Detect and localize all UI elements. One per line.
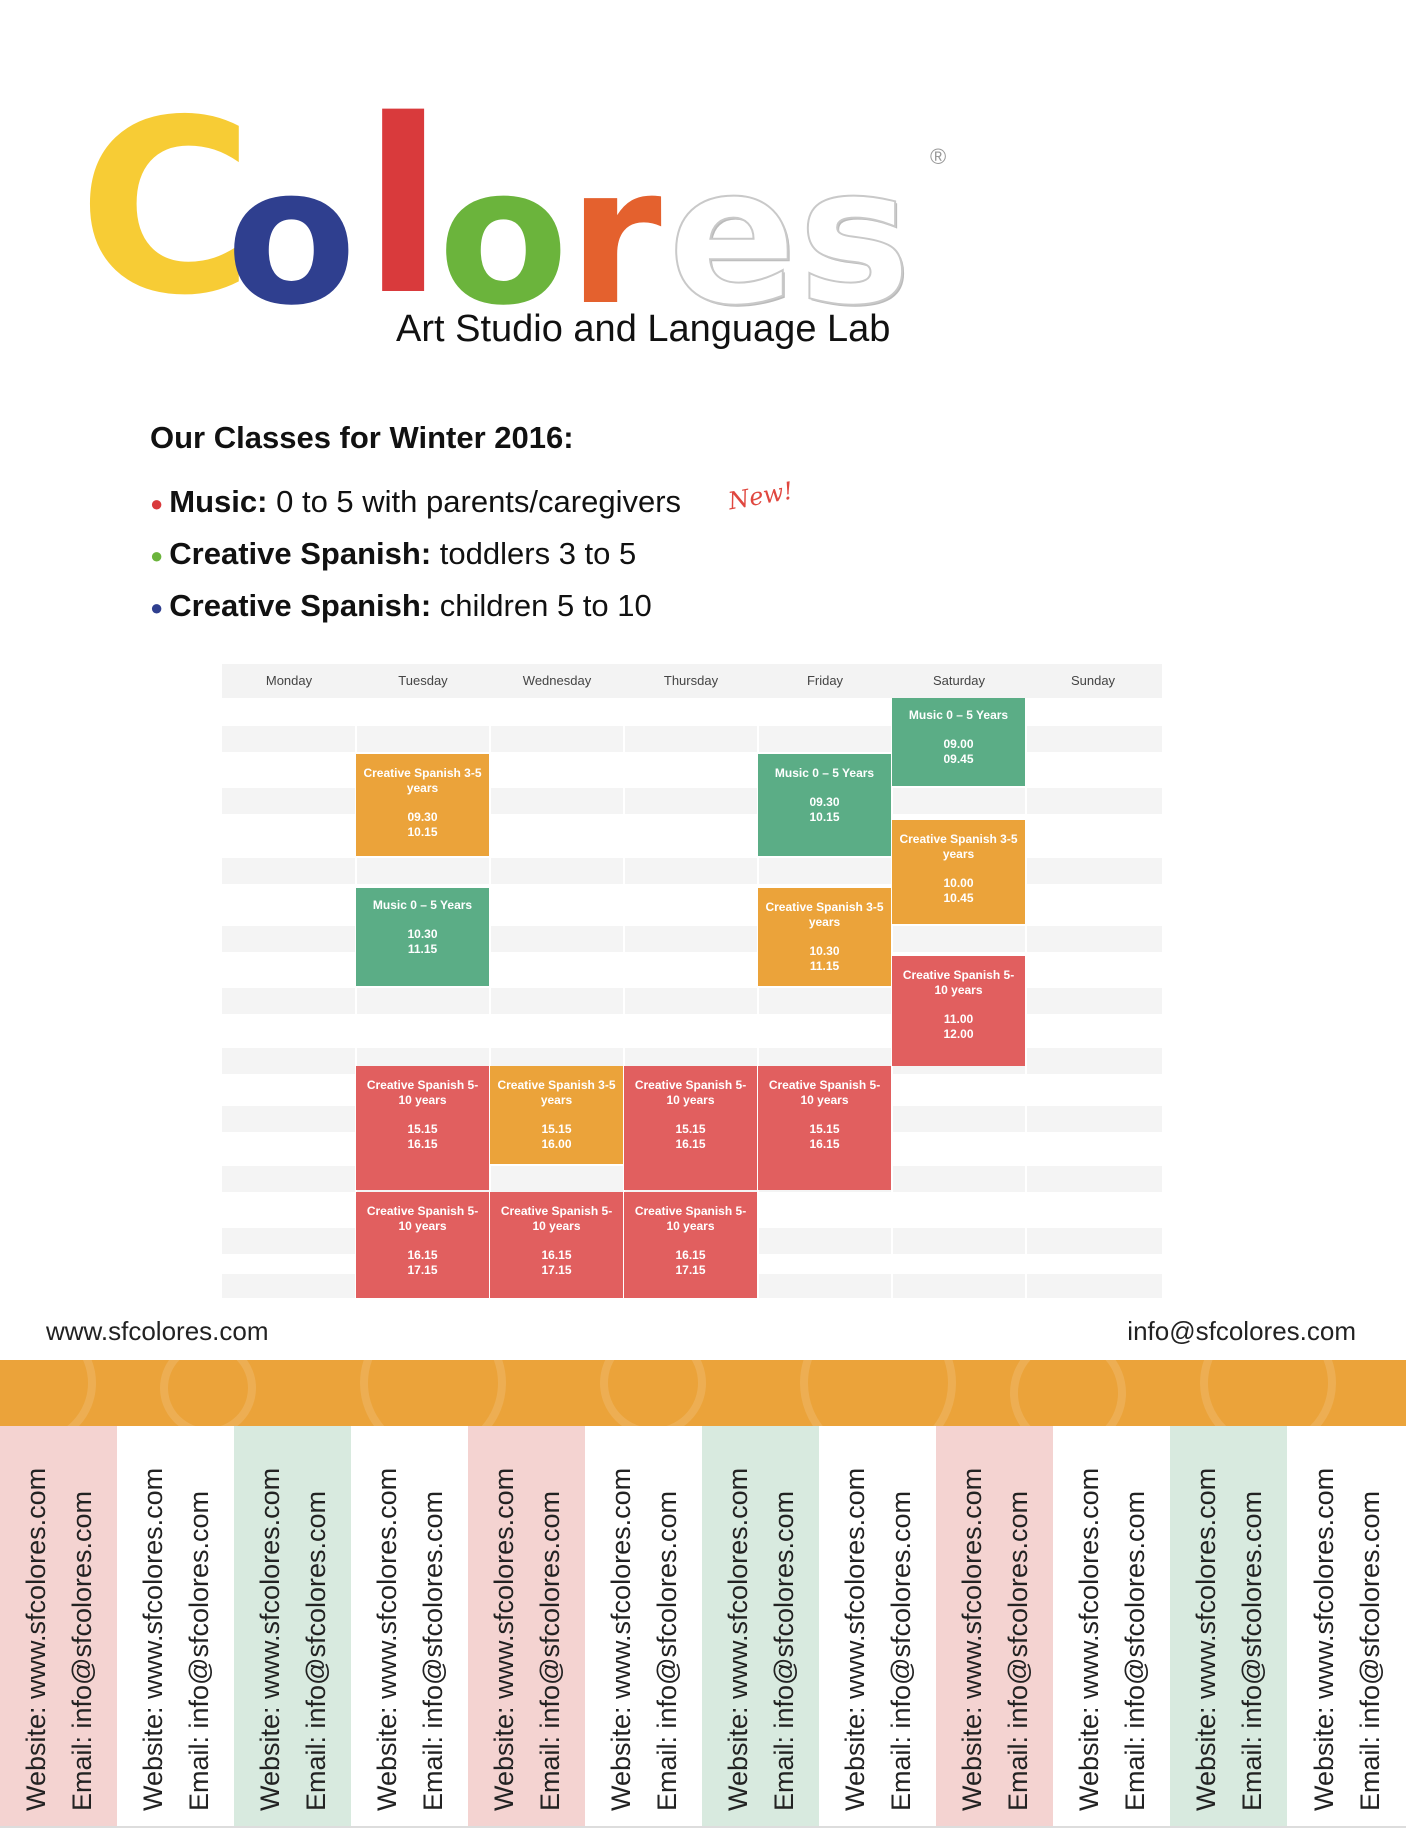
event-end-time: 17.15 — [541, 1263, 572, 1277]
class-event[interactable] — [356, 1066, 489, 1190]
strip-website: Website: www.sfcolores.com — [372, 1467, 402, 1811]
event-start-time: 15.15 — [675, 1122, 706, 1136]
logo-letter: C — [78, 68, 255, 348]
tear-off-strip[interactable] — [585, 1426, 703, 1828]
event-start-time: 10.30 — [809, 944, 840, 958]
tear-off-strip[interactable] — [936, 1426, 1054, 1828]
day-header-monday: Monday — [265, 673, 313, 688]
event-start-time: 16.15 — [407, 1248, 438, 1262]
bullet-icon: ● — [150, 490, 164, 516]
class-name: Creative Spanish: — [169, 536, 432, 571]
tear-off-strip[interactable] — [1053, 1426, 1171, 1828]
day-header-wednesday: Wednesday — [522, 673, 592, 688]
event-title: Creative Spanish 5-10 years — [634, 1078, 747, 1107]
event-title: Creative Spanish 5-10 years — [366, 1204, 479, 1233]
strip-email: Email: info@sfcolores.com — [652, 1490, 682, 1811]
logo-letter: r — [568, 126, 662, 347]
strip-website: Website: www.sfcolores.com — [606, 1467, 636, 1811]
strip-email: Email: info@sfcolores.com — [184, 1490, 214, 1811]
tear-off-strip[interactable] — [1170, 1426, 1288, 1828]
class-event[interactable] — [758, 754, 891, 856]
event-end-time: 12.00 — [943, 1027, 974, 1041]
event-start-time: 15.15 — [541, 1122, 572, 1136]
class-item-spanish-children — [150, 588, 652, 624]
strip-email: Email: info@sfcolores.com — [301, 1490, 331, 1811]
event-title: Creative Spanish 3-5 years — [363, 766, 482, 795]
event-title: Creative Spanish 3-5 years — [497, 1078, 616, 1107]
class-event[interactable] — [758, 1066, 891, 1190]
event-title: Creative Spanish 5-10 years — [902, 968, 1015, 997]
event-start-time: 15.15 — [407, 1122, 438, 1136]
class-event[interactable] — [356, 754, 489, 856]
strip-website: Website: www.sfcolores.com — [489, 1467, 519, 1811]
flower-pattern — [160, 1360, 256, 1426]
weekly-schedule — [222, 664, 1162, 1298]
logo-letter: s — [798, 126, 912, 347]
strip-email: Email: info@sfcolores.com — [886, 1490, 916, 1811]
event-start-time: 10.30 — [407, 927, 438, 941]
strip-website: Website: www.sfcolores.com — [840, 1467, 870, 1811]
event-end-time: 10.45 — [943, 891, 974, 905]
strip-website: Website: www.sfcolores.com — [957, 1467, 987, 1811]
day-header-friday: Friday — [806, 673, 844, 688]
tear-off-strip[interactable] — [234, 1426, 352, 1828]
class-event[interactable] — [490, 1066, 623, 1164]
event-end-time: 10.15 — [809, 810, 840, 824]
day-header-saturday: Saturday — [932, 673, 986, 688]
event-title: Creative Spanish 5-10 years — [500, 1204, 613, 1233]
event-start-time: 11.00 — [943, 1012, 974, 1026]
flower-pattern — [0, 1360, 96, 1426]
strip-email: Email: info@sfcolores.com — [769, 1490, 799, 1811]
event-start-time: 16.15 — [541, 1248, 572, 1262]
strip-email: Email: info@sfcolores.com — [535, 1490, 565, 1811]
strip-website: Website: www.sfcolores.com — [21, 1467, 51, 1811]
tear-off-strip[interactable] — [468, 1426, 586, 1828]
tear-off-strips — [0, 1426, 1406, 1828]
flower-pattern — [1010, 1360, 1126, 1426]
event-end-time: 10.15 — [407, 825, 438, 839]
footer-email-link[interactable]: info@sfcolores.com — [1127, 1316, 1356, 1346]
strip-email: Email: info@sfcolores.com — [418, 1490, 448, 1811]
logo-letter: e — [668, 126, 797, 347]
event-start-time: 16.15 — [675, 1248, 706, 1262]
event-start-time: 15.15 — [809, 1122, 840, 1136]
event-title: Music 0 – 5 Years — [372, 898, 473, 912]
event-end-time: 17.15 — [407, 1263, 438, 1277]
tear-off-strip[interactable] — [117, 1426, 235, 1828]
class-event[interactable] — [758, 888, 891, 986]
event-title: Music 0 – 5 Years — [908, 708, 1009, 722]
new-note: New! — [726, 476, 796, 516]
event-start-time: 09.00 — [943, 737, 974, 751]
logo-letter: o — [438, 126, 569, 347]
class-name: Creative Spanish: — [169, 588, 432, 623]
flower-pattern — [1200, 1360, 1336, 1426]
event-end-time: 11.15 — [407, 942, 438, 956]
event-end-time: 09.45 — [943, 752, 974, 766]
strip-website: Website: www.sfcolores.com — [1191, 1467, 1221, 1811]
class-event[interactable] — [624, 1192, 757, 1298]
strip-website: Website: www.sfcolores.com — [255, 1467, 285, 1811]
decorative-banner — [0, 1360, 1406, 1426]
flower-pattern — [600, 1360, 706, 1426]
event-title: Creative Spanish 3-5 years — [899, 832, 1018, 861]
class-event[interactable] — [356, 888, 489, 986]
bullet-icon: ● — [150, 542, 164, 568]
event-title: Creative Spanish 3-5 years — [765, 900, 884, 929]
class-event[interactable] — [892, 956, 1025, 1066]
class-item-spanish-toddlers — [150, 536, 636, 572]
tear-off-strip[interactable] — [702, 1426, 820, 1828]
strip-website: Website: www.sfcolores.com — [138, 1467, 168, 1811]
tear-off-strip[interactable] — [1287, 1426, 1406, 1828]
class-desc: 0 to 5 with parents/caregivers — [276, 484, 682, 519]
column-divider — [1025, 698, 1027, 1298]
strip-website: Website: www.sfcolores.com — [1074, 1467, 1104, 1811]
class-event[interactable] — [892, 820, 1025, 924]
event-start-time: 10.00 — [943, 876, 974, 890]
class-item-music — [150, 484, 681, 520]
class-desc: toddlers 3 to 5 — [439, 536, 637, 571]
tear-off-strip[interactable] — [0, 1426, 118, 1828]
strip-email: Email: info@sfcolores.com — [1354, 1490, 1385, 1811]
strip-email: Email: info@sfcolores.com — [1003, 1490, 1033, 1811]
day-header-tuesday: Tuesday — [398, 673, 448, 688]
event-title: Creative Spanish 5-10 years — [634, 1204, 747, 1233]
day-header-thursday: Thursday — [663, 673, 719, 688]
event-end-time: 16.15 — [809, 1137, 840, 1151]
class-event[interactable] — [356, 1192, 489, 1298]
logo-letter: o — [226, 126, 357, 347]
strip-email: Email: info@sfcolores.com — [67, 1490, 97, 1811]
class-desc: children 5 to 10 — [439, 588, 652, 623]
flower-pattern — [360, 1360, 506, 1426]
class-event[interactable] — [892, 698, 1025, 786]
bullet-icon: ● — [150, 594, 164, 620]
class-event[interactable] — [490, 1192, 623, 1298]
strip-email: Email: info@sfcolores.com — [1237, 1490, 1267, 1811]
event-end-time: 16.00 — [541, 1137, 572, 1151]
class-event[interactable] — [624, 1066, 757, 1190]
strip-email: Email: info@sfcolores.com — [1120, 1490, 1150, 1811]
tear-off-strip[interactable] — [819, 1426, 937, 1828]
event-end-time: 11.15 — [809, 959, 840, 973]
tear-off-strip[interactable] — [351, 1426, 469, 1828]
footer-website-link[interactable]: www.sfcolores.com — [46, 1316, 269, 1346]
event-start-time: 09.30 — [407, 810, 438, 824]
event-title: Music 0 – 5 Years — [774, 766, 875, 780]
event-start-time: 09.30 — [809, 795, 840, 809]
day-header-sunday: Sunday — [1070, 673, 1116, 688]
registered-mark: ® — [930, 144, 947, 169]
class-name: Music: — [169, 484, 268, 519]
event-title: Creative Spanish 5-10 years — [768, 1078, 881, 1107]
strip-website: Website: www.sfcolores.com — [723, 1467, 753, 1811]
event-end-time: 16.15 — [407, 1137, 438, 1151]
strip-website: Website: www.sfcolores.com — [1308, 1467, 1339, 1811]
classes-title: Our Classes for Winter 2016: — [150, 420, 574, 455]
event-end-time: 17.15 — [675, 1263, 706, 1277]
event-title: Creative Spanish 5-10 years — [366, 1078, 479, 1107]
logo-letter: l — [362, 68, 445, 348]
event-end-time: 16.15 — [675, 1137, 706, 1151]
tagline: Art Studio and Language Lab — [396, 308, 891, 350]
flower-pattern — [800, 1360, 956, 1426]
